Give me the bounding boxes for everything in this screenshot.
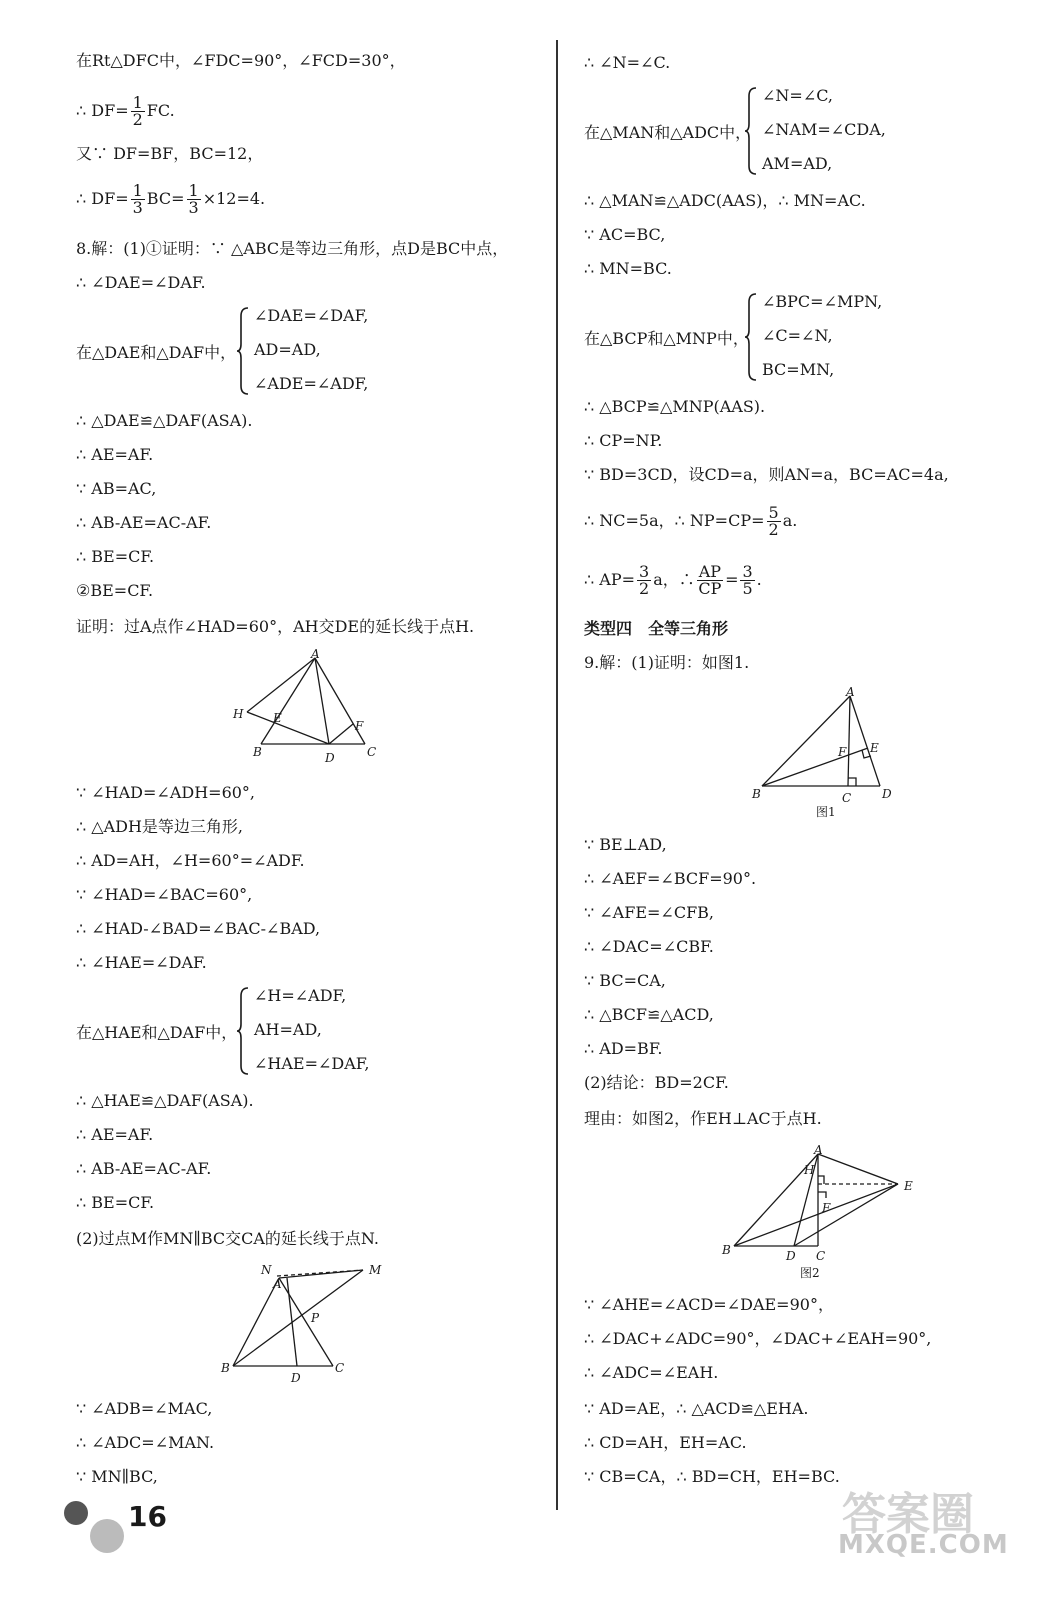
label-a: A <box>311 648 320 661</box>
text-line: ∵ AB=AC, <box>76 479 157 498</box>
text-line: ∴ AB-AE=AC-AF. <box>76 1159 212 1178</box>
text-line: ∵ BE⊥AD, <box>584 835 667 854</box>
text-line: ∴ AP= $\frac{3}{2}$ a，∴ $\frac{AP}{CP}$ = $\frac{3}{5}$ . <box>584 562 762 598</box>
brace-icon <box>236 986 250 1076</box>
label-d: D <box>882 787 892 801</box>
watermark-logo: 答案圈 <box>842 1489 974 1540</box>
brace-icon <box>236 306 250 396</box>
text-line: ∴ ∠DAE=∠DAF. <box>76 273 206 292</box>
figure-caption: 图2 <box>800 1266 820 1280</box>
text-line: ∴ DF= $\frac{1}{2}$ FC. <box>76 93 175 129</box>
brace-item: ∠C=∠N, <box>762 326 833 345</box>
text-line: ∴ CP=NP. <box>584 431 663 450</box>
brace-item: AD=AD, <box>254 340 321 359</box>
text-line: ∵ ∠AHE=∠ACD=∠DAE=90°， <box>584 1295 834 1314</box>
text-line: (2)结论：BD=2CF. <box>584 1073 729 1092</box>
text-line: ∴ ∠AEF=∠BCF=90°. <box>584 869 757 888</box>
text-line: ∵ BC=CA, <box>584 971 666 990</box>
text-line: ∴ ∠HAE=∠DAF. <box>76 953 207 972</box>
text-line: ∴ △MAN≌△ADC(AAS)，∴ MN=AC. <box>584 191 866 210</box>
text-line: ∵ ∠ADB=∠MAC, <box>76 1399 213 1418</box>
fraction: $\frac{1}{3}$ <box>188 181 199 217</box>
text-line: ∴ CD=AH，EH=AC. <box>584 1433 747 1452</box>
fraction: $\frac{3}{5}$ <box>742 562 753 598</box>
fraction: $\frac{AP}{CP}$ <box>698 562 722 598</box>
text-line: ∴ BE=CF. <box>76 1193 155 1212</box>
label-c: C <box>816 1249 826 1263</box>
brace-item: ∠H=∠ADF, <box>254 986 347 1005</box>
label-c: C <box>842 791 852 805</box>
text-line: ∴ △BCF≌△ACD, <box>584 1005 714 1024</box>
text-line: ∴ △ADH是等边三角形, <box>76 817 243 836</box>
text-line: ∴ BE=CF. <box>76 547 155 566</box>
label-c: C <box>335 1361 345 1375</box>
text-line: ∴ AD=BF. <box>584 1039 663 1058</box>
text-line: ∴ ∠ADC=∠MAN. <box>76 1433 215 1452</box>
text-line: 理由：如图2，作EH⊥AC于点H. <box>584 1109 822 1128</box>
text-line: ②BE=CF. <box>76 581 154 600</box>
label-b: B <box>752 787 761 801</box>
text-line: ∴ △HAE≌△DAF(ASA). <box>76 1091 254 1110</box>
fraction: $\frac{1}{2}$ <box>132 93 143 129</box>
text-line: ∴ MN=BC. <box>584 259 672 278</box>
text-line: ∴ △BCP≌△MNP(AAS). <box>584 397 766 416</box>
label-f: F <box>355 719 364 733</box>
geometry-figure-hadef <box>225 648 385 768</box>
label-e: E <box>904 1179 913 1193</box>
text-line: ∴ AB-AE=AC-AF. <box>76 513 212 532</box>
page-decoration-dot <box>90 1519 124 1553</box>
label-c: C <box>367 745 377 759</box>
text-line: ∴ ∠DAC+∠ADC=90°，∠DAC+∠EAH=90°, <box>584 1329 932 1348</box>
text-line: ∵ ∠HAD=∠BAC=60°, <box>76 885 253 904</box>
label-p: P <box>311 1311 320 1325</box>
text-line: 证明：过A点作∠HAD=60°，AH交DE的延长线于点H. <box>76 617 475 636</box>
label-f: F <box>822 1201 831 1215</box>
fraction: $\frac{3}{2}$ <box>639 562 650 598</box>
page-number: 16 <box>128 1500 167 1533</box>
label-a: A <box>846 685 855 699</box>
text-line: ∴ ∠DAC=∠CBF. <box>584 937 714 956</box>
label-n: N <box>261 1263 272 1277</box>
brace-item: BC=MN, <box>762 360 835 379</box>
brace-item: AM=AD, <box>762 154 833 173</box>
label-f: F <box>838 745 847 759</box>
column-divider <box>556 40 558 1510</box>
label-h: H <box>233 707 244 721</box>
geometry-figure-nampbdc <box>215 1258 395 1388</box>
brace-label: 在△BCP和△MNP中， <box>584 329 749 348</box>
brace-item: ∠BPC=∠MPN, <box>762 292 883 311</box>
text-line: ∴ DF= $\frac{1}{3}$ BC= $\frac{1}{3}$ ×12=4. <box>76 181 266 217</box>
text-line: ∴ ∠ADC=∠EAH. <box>584 1363 719 1382</box>
text-line: ∴ AE=AF. <box>76 1125 154 1144</box>
text-line: ∴ AD=AH，∠H=60°=∠ADF. <box>76 851 305 870</box>
text-line: 在Rt△DFC中，∠FDC=90°，∠FCD=30°， <box>76 51 406 70</box>
brace-item: ∠DAE=∠DAF, <box>254 306 369 325</box>
text-line: ∵ BD=3CD，设CD=a，则AN=a，BC=AC=4a, <box>584 465 949 484</box>
text-line: ∵ ∠HAD=∠ADH=60°, <box>76 783 256 802</box>
label-d: D <box>786 1249 796 1263</box>
brace-item: ∠NAM=∠CDA, <box>762 120 886 139</box>
label-b: B <box>253 745 262 759</box>
label-b: B <box>221 1361 230 1375</box>
text-line: ∵ AD=AE，∴ △ACD≌△EHA. <box>584 1399 809 1418</box>
label-e: E <box>273 711 282 725</box>
text-line: ∵ ∠AFE=∠CFB, <box>584 903 715 922</box>
brace-item: ∠ADE=∠ADF, <box>254 374 369 393</box>
text-line: ∵ AC=BC, <box>584 225 666 244</box>
brace-item: AH=AD, <box>254 1020 322 1039</box>
label-a: A <box>273 1277 282 1291</box>
geometry-figure-2 <box>716 1140 926 1282</box>
problem-8-heading: 8.解：(1)①证明：∵ △ABC是等边三角形，点D是BC中点， <box>76 239 509 258</box>
label-m: M <box>369 1263 382 1277</box>
problem-9-heading: 9.解：(1)证明：如图1. <box>584 653 750 672</box>
text-line: ∴ ∠N=∠C. <box>584 53 671 72</box>
label-b: B <box>722 1243 731 1257</box>
fraction: $\frac{1}{3}$ <box>132 181 143 217</box>
section-heading: 类型四 全等三角形 <box>584 619 729 638</box>
brace-label: 在△MAN和△ADC中， <box>584 123 752 142</box>
brace-label: 在△DAE和△DAF中， <box>76 343 237 362</box>
geometry-figure-1 <box>744 684 904 820</box>
label-d: D <box>325 751 335 765</box>
fraction: $\frac{5}{2}$ <box>768 503 779 539</box>
text-line: ∵ MN∥BC, <box>76 1467 158 1486</box>
brace-item: ∠HAE=∠DAF, <box>254 1054 370 1073</box>
watermark-text: MXQE.COM <box>838 1530 1009 1560</box>
text-line: (2)过点M作MN∥BC交CA的延长线于点N. <box>76 1229 379 1248</box>
page-decoration-dot <box>64 1501 88 1525</box>
brace-icon <box>744 86 758 176</box>
text-line: ∴ ∠HAD-∠BAD=∠BAC-∠BAD, <box>76 919 321 938</box>
label-h: H <box>804 1163 815 1177</box>
brace-item: ∠N=∠C, <box>762 86 833 105</box>
text-line: ∴ AE=AF. <box>76 445 154 464</box>
label-d: D <box>291 1371 301 1385</box>
figure-caption: 图1 <box>816 805 836 819</box>
brace-label: 在△HAE和△DAF中， <box>76 1023 238 1042</box>
brace-icon <box>744 292 758 382</box>
text-line: ∴ NC=5a，∴ NP=CP= $\frac{5}{2}$ a. <box>584 503 798 539</box>
label-a: A <box>814 1143 823 1157</box>
text-line: 又∵ DF=BF，BC=12， <box>76 144 264 163</box>
text-line: ∴ △DAE≌△DAF(ASA). <box>76 411 253 430</box>
text-line: ∵ CB=CA，∴ BD=CH，EH=BC. <box>584 1467 840 1486</box>
label-e: E <box>870 741 879 755</box>
